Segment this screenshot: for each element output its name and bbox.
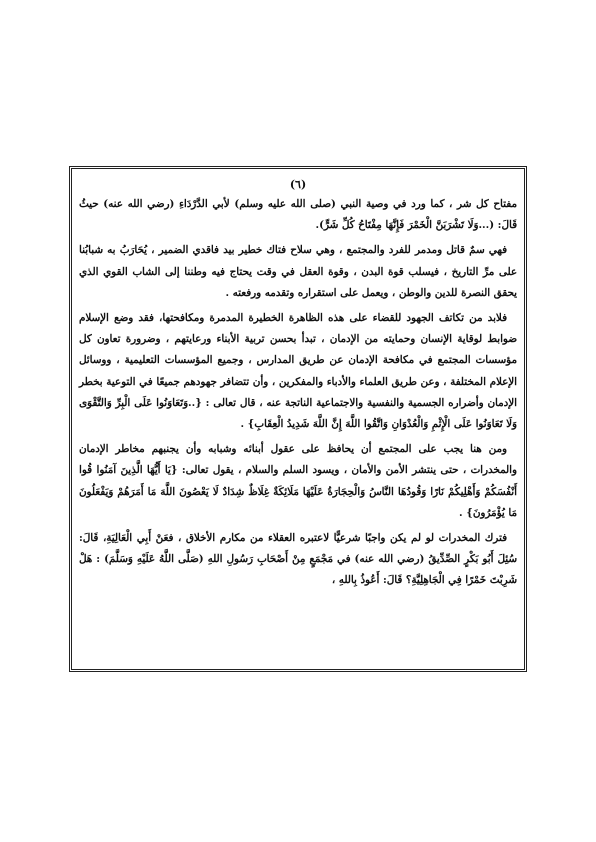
page-frame <box>69 166 527 672</box>
page-number: (٦) <box>289 178 307 191</box>
paragraph-5: فترك المخدرات لو لم يكن واجبًا شرعيًّا لاعتبره العقلاء من مكارم الأخلاق ، فعَنْ أَبِي الْعَالِيَةِ، قَالَ: سُئِلَ أَبُو بَكْرٍ الصِّدِّيقُ (رضي الله عنه) في مَجْمَعٍ مِنْ أَصْحَابِ رَسُولِ اللهِ (صَلَّى اللَّهُ عَلَيْهِ وَسَلَّمَ) : هَلْ شَرِبْتَ خَمْرًا فِي الْجَاهِلِيَّةِ؟ قَالَ: أَعُوذُ بِاللهِ ، <box>79 532 517 587</box>
paragraph-2: فهي سمٌ قاتل ومدمر للفرد والمجتمع ، وهي سلاح فتاك خطير بيد فاقدي الضمير ، يُحَارَبُ به شبابُنا على مرِّ التاريخ ، فيسلب قوة البدن ، وقوة العقل في وقت يحتاج فيه وطننا إلى الشاب القوي الذي يحقق النصرة للدين والوطن ، ويعمل على استقراره وتقدمه ورفعته . <box>79 244 517 299</box>
paragraph-3: فلابد من تكاتف الجهود للقضاء على هذه الظاهرة الخطيرة المدمرة ومكافحتها، فقد وضع الإسلام ضوابط لوقاية الإنسان وحمايته من الإدمان ، تبدأ بحسن تربية الأبناء ورعايتهم ، وضرورة تعاون كل مؤسسات المجتمع في مكافحة الإدمان عن طريق المدارس ، وجميع المؤسسات التعليمية ، ووسائل الإعلام المختلفة ، وعن طريق العلماء والأدباء والمفكرين ، وأن تتضافر جهودهم جميعًا في التوعية بخطر الإدمان وأضراره الجسمية والنفسية والاجتماعية الناتجة عنه ، قال تعالى : {..وَتَعَاوَنُوا عَلَى الْبِرِّ وَالتَّقْوَى وَلَا تَعَاوَنُوا عَلَى الْإِثْمِ وَالْعُدْوَانِ وَاتَّقُوا اللَّهَ إِنَّ اللَّهَ شَدِيدُ الْعِقَابِ} . <box>79 312 517 431</box>
paragraph-1: مفتاح كل شر ، كما ورد في وصية النبي (صلى الله عليه وسلم) لأبي الدَّرْدَاءِ (رضي الله عنه) حيثُ قَالَ: (...وَلَا تَشْرَبَنَّ الْخَمْرَ فَإِنَّهَا مِفْتَاحُ كُلِّ شَرٍّ). <box>79 198 517 232</box>
paragraph-4: ومن هنا يجب على المجتمع أن يحافظ على عقول أبنائه وشبابه وأن يجنبهم مخاطر الإدمان والمخدرات ، حتى ينتشر الأمن والأمان ، ويسود السلم والسلام ، يقول تعالى: {يَا أَيُّهَا الَّذِينَ آمَنُوا قُوا أَنْفُسَكُمْ وَأَهْلِيكُمْ نَارًا وَقُودُهَا النَّاسُ وَالْحِجَارَةُ عَلَيْهَا مَلَائِكَةٌ غِلَاظٌ شِدَادٌ لَا يَعْصُونَ اللَّهَ مَا أَمَرَهُمْ وَيَفْعَلُونَ مَا يُؤْمَرُونَ} . <box>79 443 517 519</box>
